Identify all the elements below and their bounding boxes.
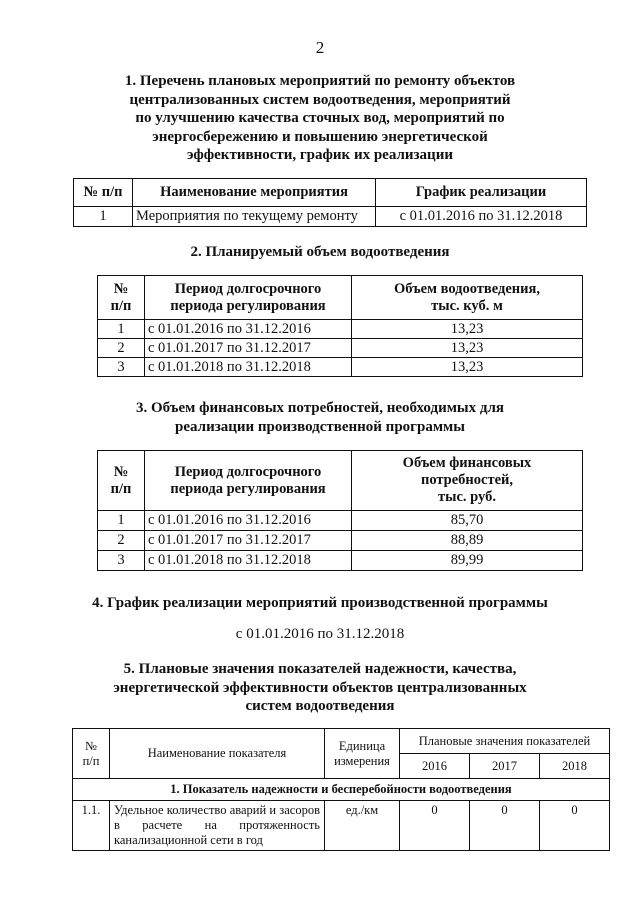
cell-period: с 01.01.2017 по 31.12.2017 bbox=[145, 339, 352, 358]
table-row bbox=[98, 339, 583, 358]
col-finance-header: Объем финансовых потребностей, тыс. руб. bbox=[352, 451, 583, 511]
cell-period: с 01.01.2016 по 31.12.2016 bbox=[145, 320, 352, 339]
cell-value-2018: 0 bbox=[539, 801, 609, 851]
table-row bbox=[98, 551, 583, 571]
cell-finance: 89,99 bbox=[352, 551, 583, 571]
volume-table bbox=[97, 275, 583, 377]
cell-unit: ед./км bbox=[325, 801, 400, 851]
cell-finance: 85,70 bbox=[352, 511, 583, 531]
cell-num: 2 bbox=[98, 339, 145, 358]
cell-num: 1.1. bbox=[73, 801, 110, 851]
table-row bbox=[98, 531, 583, 551]
cell-schedule: с 01.01.2016 по 31.12.2018 bbox=[376, 207, 587, 227]
cell-num: 3 bbox=[98, 551, 145, 571]
group-title: 1. Показатель надежности и бесперебойности водоотведения bbox=[73, 779, 610, 801]
table-header-row bbox=[74, 179, 587, 207]
col-num-header: № п/п bbox=[73, 729, 110, 779]
cell-volume: 13,23 bbox=[352, 358, 583, 377]
cell-num: 1 bbox=[98, 511, 145, 531]
col-volume-header: Объем водоотведения, тыс. куб. м bbox=[352, 276, 583, 320]
col-num-header: № п/п bbox=[98, 451, 145, 511]
cell-period: с 01.01.2018 по 31.12.2018 bbox=[145, 358, 352, 377]
cell-num: 3 bbox=[98, 358, 145, 377]
section-3-title: 3. Объем финансовых потребностей, необходимых для реализации производственной программы bbox=[135, 400, 505, 435]
cell-volume: 13,23 bbox=[352, 320, 583, 339]
section-2-title: 2. Планируемый объем водоотведения bbox=[190, 244, 450, 260]
col-name-header: Наименование показателя bbox=[110, 729, 325, 779]
col-schedule-header: График реализации bbox=[376, 179, 587, 207]
table-header-row bbox=[73, 729, 610, 754]
cell-value-2016: 0 bbox=[400, 801, 470, 851]
section-4-period: с 01.01.2016 по 31.12.2018 bbox=[235, 626, 405, 642]
cell-period: с 01.01.2016 по 31.12.2016 bbox=[145, 511, 352, 531]
group-row bbox=[73, 779, 610, 801]
col-plan-header: Плановые значения показателей bbox=[400, 729, 610, 754]
col-period-header: Период долгосрочного периода регулирования bbox=[145, 276, 352, 320]
col-year-2017: 2017 bbox=[469, 754, 539, 779]
col-num-header: № п/п bbox=[98, 276, 145, 320]
cell-num: 1 bbox=[74, 207, 133, 227]
section-5-title: 5. Плановые значения показателей надежности, качества, энергетической эффективности объектов централизованных систем водоотведения bbox=[113, 661, 527, 714]
finance-table bbox=[97, 450, 583, 571]
section-1-title: 1. Перечень плановых мероприятий по ремонту объектов централизованных систем водоотведения, мероприятий по улучшению качества сточных вод, мероприятий по энергосбережению и повышению энергетической эффективности, график их реализации bbox=[124, 73, 516, 163]
table-row bbox=[98, 358, 583, 377]
table-row bbox=[74, 207, 587, 227]
section-4-title: 4. График реализации мероприятий производственной программы bbox=[92, 595, 548, 611]
col-unit-header: Единица измерения bbox=[325, 729, 400, 779]
cell-name: Мероприятия по текущему ремонту bbox=[133, 207, 376, 227]
cell-num: 1 bbox=[98, 320, 145, 339]
table-header-row bbox=[98, 451, 583, 511]
measures-table bbox=[73, 178, 587, 227]
table-row bbox=[73, 801, 610, 851]
table-row bbox=[98, 320, 583, 339]
cell-num: 2 bbox=[98, 531, 145, 551]
col-num-header: № п/п bbox=[74, 179, 133, 207]
cell-period: с 01.01.2018 по 31.12.2018 bbox=[145, 551, 352, 571]
col-period-header: Период долгосрочного периода регулирования bbox=[145, 451, 352, 511]
table-header-row bbox=[98, 276, 583, 320]
cell-period: с 01.01.2017 по 31.12.2017 bbox=[145, 531, 352, 551]
col-year-2016: 2016 bbox=[400, 754, 470, 779]
cell-value-2017: 0 bbox=[469, 801, 539, 851]
cell-finance: 88,89 bbox=[352, 531, 583, 551]
table-row bbox=[98, 511, 583, 531]
page-number: 2 bbox=[315, 38, 325, 57]
cell-name: Удельное количество аварий и засоров в расчете на протяженность канализационной сети в год bbox=[110, 801, 325, 851]
cell-volume: 13,23 bbox=[352, 339, 583, 358]
indicators-table bbox=[72, 728, 610, 851]
col-year-2018: 2018 bbox=[539, 754, 609, 779]
col-name-header: Наименование мероприятия bbox=[133, 179, 376, 207]
